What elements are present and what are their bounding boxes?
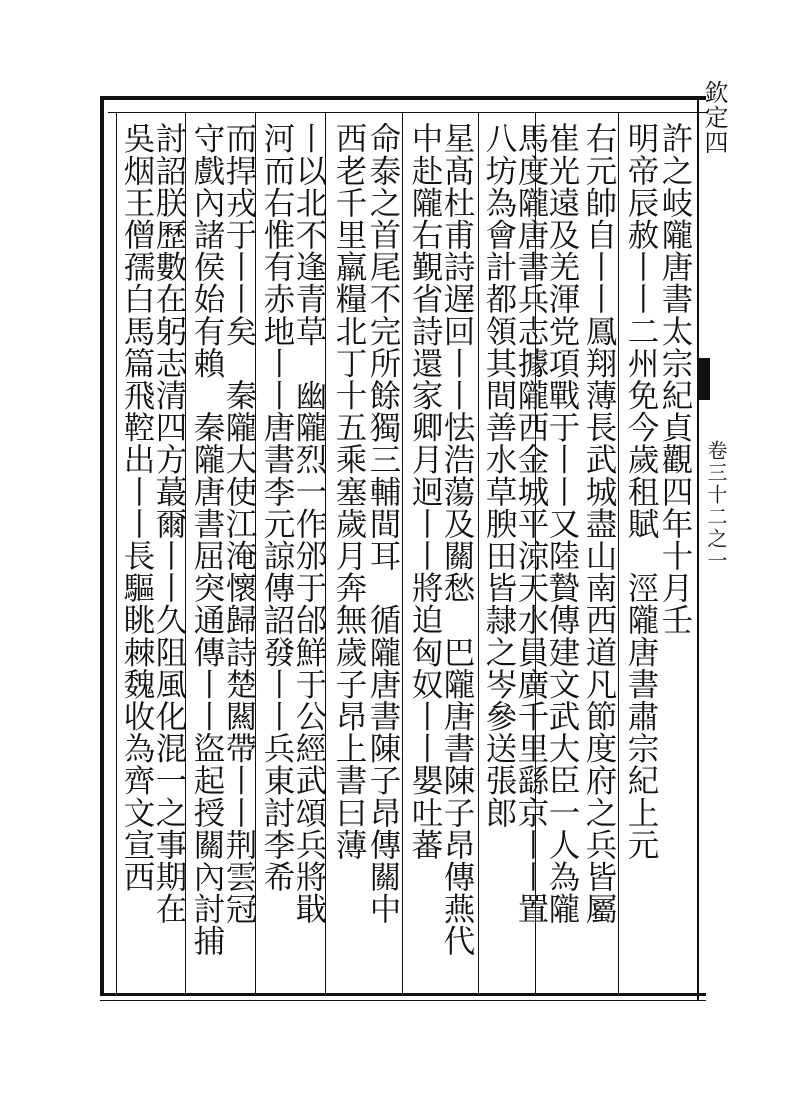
text-column: 命泰之首尾不完所餘獨三輔間耳 循隴唐書陳子昂傳關中 [365,122,401,925]
text-column: 明帝辰赦丨丨二州免今歲租賦 涇隴唐書肅宗紀上元 [623,122,659,861]
text-column: 西老千里羸糧北丁十五乘塞歲月奔無歲子昂上書曰薄 [331,122,367,861]
text-column: 中赴隴右覲省詩還家卿月迥丨丨將迫匈奴丨丨嬰吐蕃 [407,122,443,861]
top-rule [108,112,706,113]
text-column: 丨以北不逢青草 幽隴烈一作邠于邰鮮于公經武頌兵將戢 [291,122,327,925]
column-divider [618,112,619,996]
text-column: 討詔朕歷數在躬志清四方蕞爾丨丨久阻風化混一之事期在 [151,122,187,925]
fishtail-mark [698,358,710,400]
text-column: 崔光遠及羌渾党項戰于丨丨又陸贄傳建文武大臣一人為隴 [544,122,580,925]
text-column: 右元帥自丨丨鳳翔薄長武城盡山南西道凡節度府之兵皆屬 [581,122,617,925]
bottom-rule [100,1000,706,1001]
text-column: 星髙杜甫詩遅回丨丨怯浩蕩及關愁 巴隴唐書陳子昂傳燕代 [439,122,475,957]
text-column: 許之岐隴唐書太宗紀貞觀四年十月壬 [657,122,693,636]
text-column: 吳烟王僧孺白馬篇飛鞚出丨丨長驅眺棘魏收為齊文宣西 [119,122,155,893]
column-divider [402,112,403,996]
column-divider [478,112,479,996]
juan-label: 卷三十二之一 [704,440,728,572]
text-column: 而捍戎于丨丨矣 秦隴大使江淹懷歸詩楚闗帶丨丨荆雲冠 [221,122,257,925]
center-fold-line [697,96,699,1001]
text-column: 八坊為會計都領其間善水草腴田皆隷之岑參送張郎 [481,122,517,829]
text-column: 馬度隴唐書兵志據隴西金城平涼天水員廣千里繇京丨丨置 [513,122,549,925]
text-column: 守戲內諸侯始有賴 秦隴唐書屈突通傳丨丨盜起授關內討捕 [189,122,225,957]
column-divider [116,112,117,996]
book-title: 欽定四 [700,80,728,155]
text-column: 河而右惟有赤地丨丨唐書李元諒傳詔發丨丨兵東討李希 [259,122,295,893]
